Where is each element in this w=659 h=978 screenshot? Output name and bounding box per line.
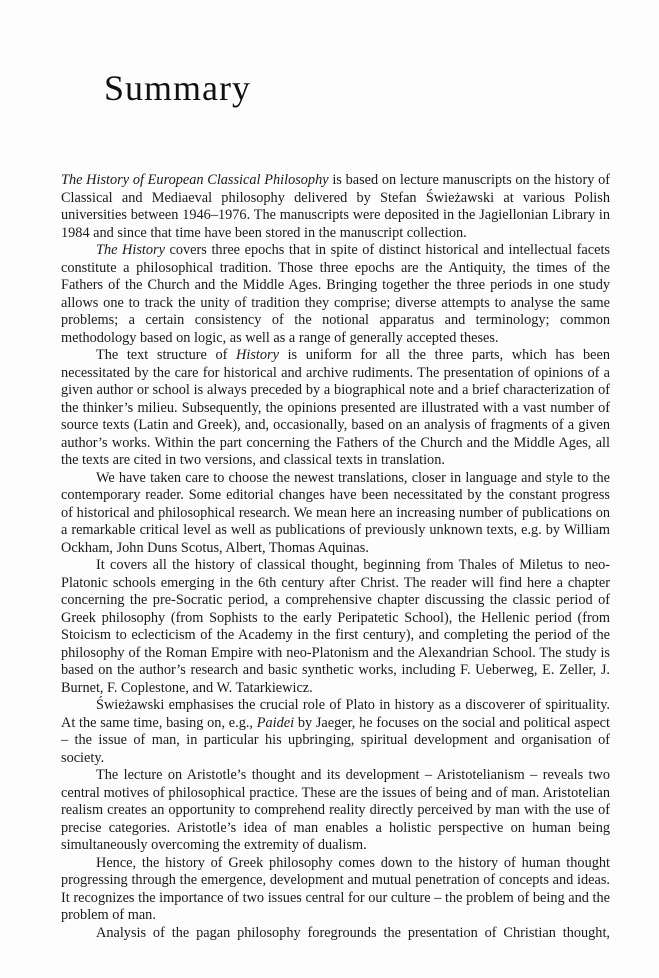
paidei-italic: Paidei — [256, 714, 295, 731]
paragraph-4: We have taken care to choose the newest translations, closer in language and style to the contemporary reader. Some editorial changes have been necessitated by the constant progress of historical and philosophical research. We mean here an increasing number of publications on a remarkable critical level as well as publications of previously unknown texts, e.g. by William Ockham, John Duns Scotus, Albert, Thomas Aquinas. — [61, 469, 610, 556]
book-title-italic: The History of European Classical Philosophy — [61, 172, 329, 188]
paragraph-1-text: is based on lecture manuscripts on the history of Classical and Mediaeval philosophy delivered by Stefan Świeżawski at various Polish universities between 1946–1976. The manuscripts were deposited in the Jagiellonian Library in 1984 and since that time have been stored in the manuscript collection. — [61, 172, 611, 241]
page-title: Summary — [104, 68, 251, 108]
paragraph-6-after: by Jaeger, he focuses on the social and political aspect – the issue of man, in particular his upbringing, spiritual development and organisation of society. — [61, 714, 611, 766]
paragraph-7: The lecture on Aristotle’s thought and its development – Aristotelianism – reveals two central motives of philosophical practice. These are the issues of being and of man. Aristotelian realism creates an opportunity to comprehend reality directly perceived by man with the use of precise categories. Aristotle’s idea of man enables a holistic perspective on human being simultaneously overcoming the extremity of dualism. — [61, 767, 610, 853]
paragraph-1 — [61, 172, 610, 242]
paragraph-6-before: Świeżawski emphasises the crucial role of Plato in history as a discoverer of spirituality. At the same time, basing on, e.g., — [61, 697, 610, 731]
summary-body — [61, 172, 610, 942]
paragraph-9: Analysis of the pagan philosophy foregrounds the presentation of Christian thought, — [96, 924, 610, 941]
paragraph-2-text: covers three epochs that in spite of distinct historical and intellectual facets constitute a philosophical tradition. Those three epochs are the Antiquity, the times of the Fathers of the Church and the Middle Ages. Bringing together the three periods in one study allows one to track the unity of tradition they comprise; diverse attempts to analyse the same problems; a certain consistency of the notional apparatus and terminology; common methodology based on logic, as well as a range of generally accepted theses. — [61, 242, 610, 346]
short-title-italic: The History — [96, 242, 165, 258]
paragraph-3-after: is uniform for all the three parts, which has been necessitated by the care for historical and archive rudiments. The presentation of opinions of a given author or school is always preceded by a biographical note and a brief characterization of the thinker’s milieu. Subsequently, the opinions presented are illustrated with a vast number of source texts (Latin and Greek), and, occasionally, based on an analysis of fragments of a given author’s works. Within the part concerning the Fathers of the Church and the Middle Ages, all the texts are cited in two versions, and classical texts in translation. — [61, 347, 610, 468]
paragraph-3 — [61, 347, 610, 470]
paragraph-3-before: The text structure of — [96, 347, 237, 363]
paragraph-2 — [61, 242, 610, 347]
history-italic: History — [236, 347, 279, 363]
paragraph-6 — [61, 697, 610, 767]
paragraph-8: Hence, the history of Greek philosophy comes down to the history of human thought progressing through the emergence, development and mutual penetration of concepts and ideas. It recognizes the importance of two issues central for our culture – the problem of being and the problem of man. — [61, 854, 610, 923]
paragraph-5: It covers all the history of classical thought, beginning from Thales of Miletus to neo-Platonic schools emerging in the 6th century after Christ. The reader will find here a chapter concerning the pre-Socratic period, a comprehensive chapter discussing the classic period of Greek philosophy (from Sophists to the early Peripatetic School), the Hellenic period (from Stoicism to eclecticism of the Academy in the first century), and completing the period of the philosophy of the Roman Empire with neo-Platonism and the Alexandrian School. The study is based on the author’s research and basic synthetic works, including F. Ueberweg, E. Zeller, J. Burnet, F. Coplestone, and W. Tatarkiewicz. — [61, 557, 610, 696]
